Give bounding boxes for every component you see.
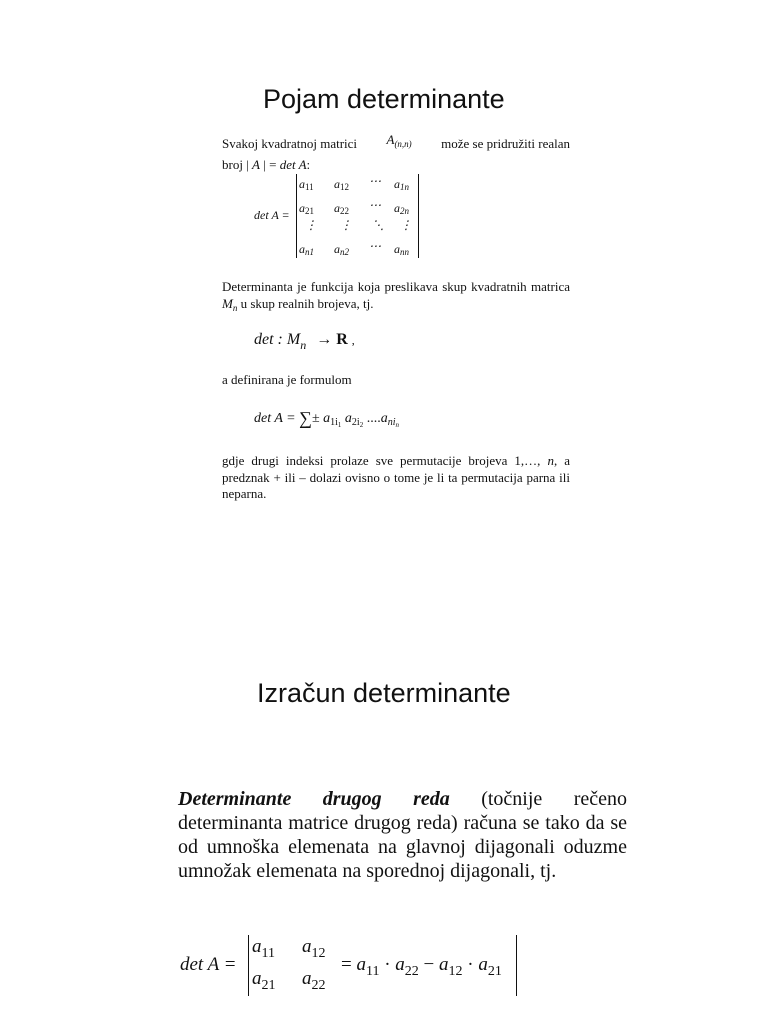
entry-ddots: ⋱ <box>372 218 384 232</box>
bold-term: Determinante drugog reda <box>178 788 450 810</box>
entry-cdots: ⋯ <box>369 198 381 212</box>
section-title: Izračun determinante <box>257 678 511 708</box>
section-title: Pojam determinante <box>263 84 505 114</box>
entry-a22: $a_{22}$ <box>334 201 349 216</box>
intro-paragraph <box>222 132 570 173</box>
permutation-paragraph: gdje drugi indeksi prolaze sve permutacije brojeva 1,…, n, a predznak + ili – dolazi ovisno o tome je li ta permutacija parna ili neparna. <box>222 453 571 501</box>
second-order-paragraph <box>178 787 627 883</box>
second-order-formula <box>180 932 560 998</box>
leibniz-formula: det A = ∑± $a_{1i_1}$ $a_{2i_2}$ $....a_{ni_n}$ <box>254 408 399 429</box>
entry-vdots: ⋮ <box>305 218 317 232</box>
mapping-formula: det : $M_n \to R$ , <box>254 331 355 352</box>
expansion: = $a_{11} \cdot a_{22} - a_{12} \cdot a_{21}$ <box>341 954 502 979</box>
intro-text-a: Svakoj kvadratnoj matrici <box>222 136 358 151</box>
formula-intro: a definirana je formulom <box>222 372 352 387</box>
body-text: (točnije rečeno determinanta matrice drugog reda) računa se tako da se od umnoška elemenata na glavnoj dijagonali oduzme umnožak elemenata na sporednoj dijagonali, tj. <box>178 788 628 882</box>
matrix-symbol: $A_{(n,n)}$ <box>386 132 412 149</box>
entry-cdots: ⋯ <box>369 174 381 188</box>
right-bar <box>418 174 419 258</box>
entry-a22: $a_{22}$ <box>302 968 326 993</box>
entry-cdots: ⋯ <box>369 239 381 253</box>
definition-paragraph: Determinanta je funkcija koja preslikava skup kvadratnih matrica $M_n$ u skup realnih brojeva, tj. <box>222 279 570 313</box>
det-label: det A = <box>180 954 237 975</box>
entry-a21: $a_{21}$ <box>252 968 276 993</box>
entry-a11: $a_{11}$ <box>252 936 275 961</box>
entry-ann: $a_{nn}$ <box>394 242 409 257</box>
entry-an2: $a_{n2}$ <box>334 242 349 257</box>
entry-vdots: ⋮ <box>400 218 412 232</box>
entry-a2n: $a_{2n}$ <box>394 201 409 216</box>
entry-a21: $a_{21}$ <box>299 201 314 216</box>
entry-a11: $a_{11}$ <box>299 177 314 192</box>
intro-line-2: broj | A | = det A: <box>222 156 311 172</box>
general-determinant <box>254 172 434 260</box>
entry-a12: $a_{12}$ <box>302 936 326 961</box>
entry-an1: $a_{n1}$ <box>299 242 314 257</box>
entry-vdots: ⋮ <box>340 218 352 232</box>
entry-a1n: $a_{1n}$ <box>394 177 409 192</box>
intro-text-b: može se pridružiti realan <box>441 136 570 151</box>
right-bar <box>516 935 517 996</box>
left-bar <box>248 935 249 996</box>
det-label: det A = <box>254 208 290 222</box>
entry-a12: $a_{12}$ <box>334 177 349 192</box>
left-bar <box>296 174 297 258</box>
